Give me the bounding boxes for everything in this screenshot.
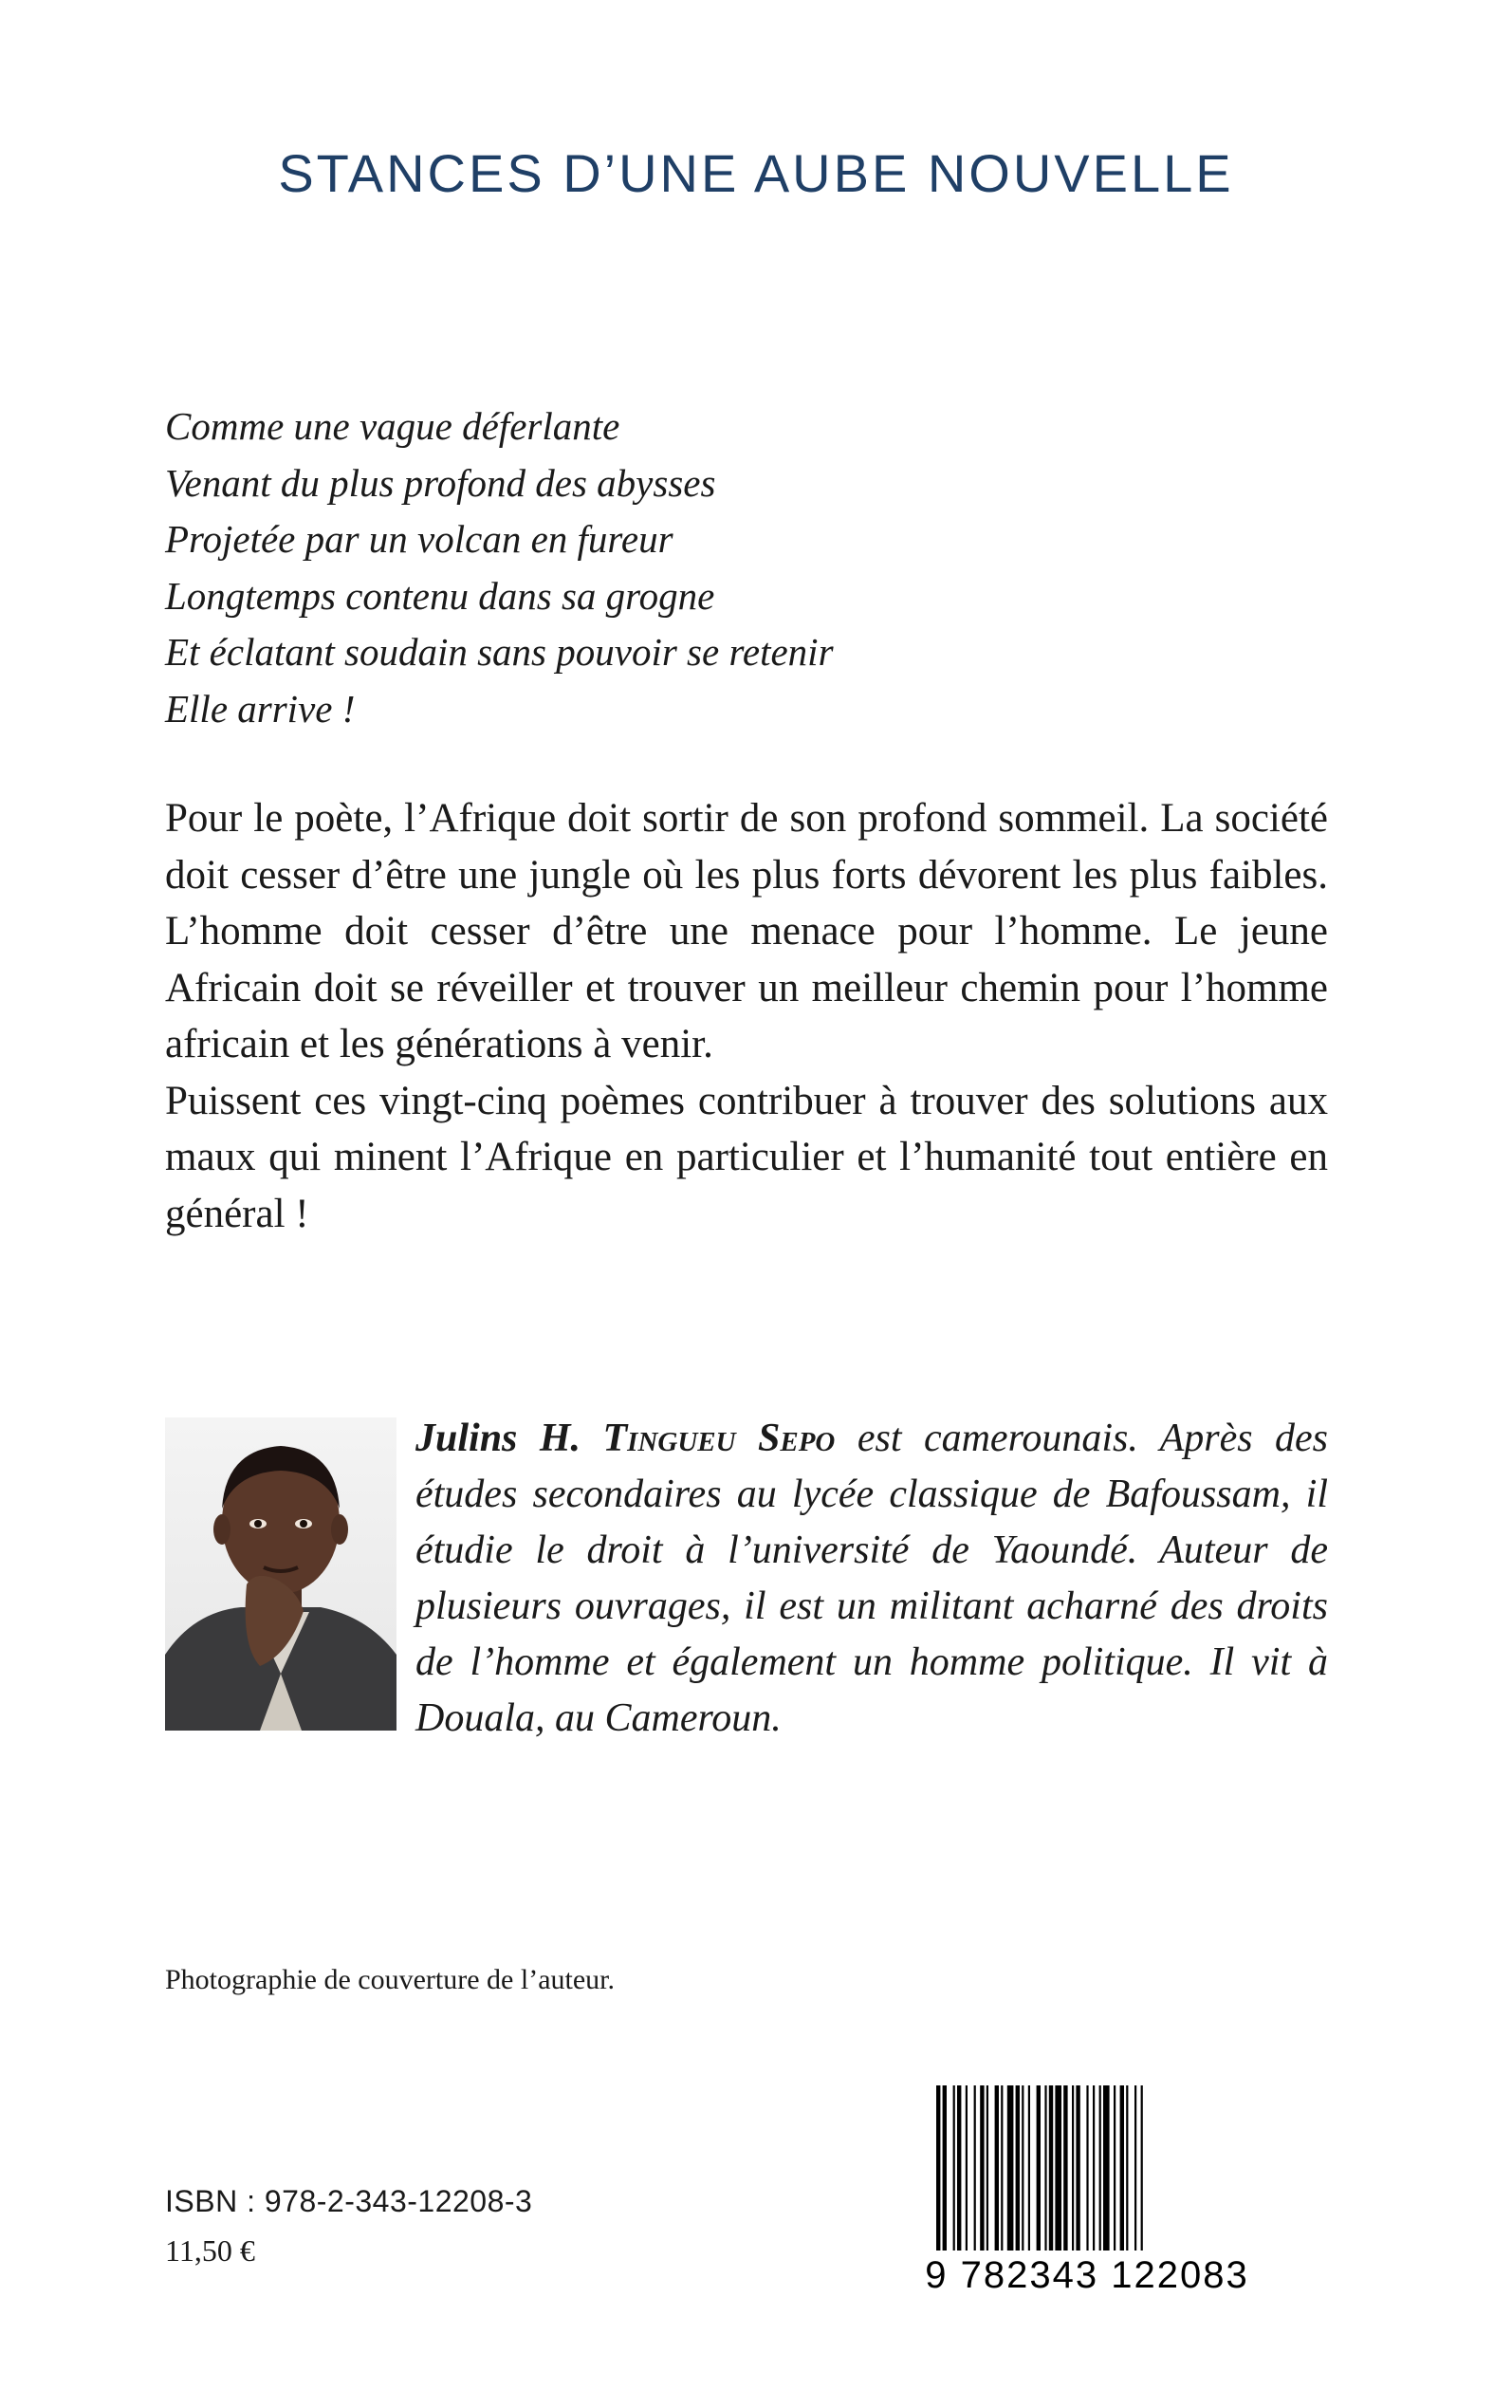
barcode-bar: [957, 2085, 961, 2251]
barcode-bar: [1055, 2085, 1061, 2251]
poem-line: Comme une vague déferlante: [165, 404, 620, 448]
barcode-bars: [923, 2085, 1251, 2251]
barcode-bar: [1028, 2085, 1030, 2251]
barcode-bar: [943, 2085, 947, 2251]
barcode-bar: [953, 2085, 955, 2251]
author-portrait-icon: [165, 1417, 396, 1731]
author-bio: [415, 1411, 1328, 1747]
barcode-bar: [1120, 2085, 1124, 2251]
barcode-bar: [1037, 2085, 1041, 2251]
barcode-bar: [1049, 2085, 1053, 2251]
author-bio-text: est camerounais. Après des études secondaires au lycée classique de Bafoussam, il étudie le droit à l’université de Yaoundé. Auteur de plusieurs ouvrages, il est un militant acharné des droits de l’homme et également un homme politique. Il vit à Douala, au Cameroun.: [415, 1417, 1328, 1740]
book-summary: [165, 790, 1328, 1242]
book-title: STANCES D’UNE AUBE NOUVELLE: [278, 143, 1234, 203]
barcode-bar: [1086, 2085, 1088, 2251]
poem-line: Projetée par un volcan en fureur: [165, 517, 673, 561]
barcode-bar: [1001, 2085, 1003, 2251]
barcode-bar: [1103, 2085, 1110, 2251]
author-photo: [165, 1417, 396, 1731]
barcode-bar: [980, 2085, 984, 2251]
summary-paragraph: Puissent ces vingt-cinq poèmes contribuer à trouver des solutions aux maux qui minent l’Afrique en particulier et l’humanité tout entière en général !: [165, 1078, 1328, 1236]
barcode-bar: [1134, 2085, 1136, 2251]
poem-line: Venant du plus profond des abysses: [165, 460, 716, 505]
barcode-bar: [966, 2085, 968, 2251]
barcode-bar: [1141, 2085, 1143, 2251]
isbn-text: ISBN : 978-2-343-12208-3: [165, 2184, 533, 2218]
barcode-bar: [1114, 2085, 1116, 2251]
poem-line: Longtemps contenu dans sa grogne: [165, 573, 715, 618]
poem-excerpt: [165, 398, 1351, 737]
barcode-bar: [1093, 2085, 1095, 2251]
barcode-bar: [1016, 2085, 1020, 2251]
barcode-bar: [1099, 2085, 1101, 2251]
barcode-bar: [995, 2085, 999, 2251]
barcode-bar: [1044, 2085, 1046, 2251]
barcode-bar: [936, 2085, 940, 2251]
poem-line: Elle arrive !: [165, 686, 356, 731]
photo-credit: Photographie de couverture de l’auteur.: [165, 1964, 615, 1995]
barcode-bar: [986, 2085, 988, 2251]
poem-line: Et éclatant soudain sans pouvoir se retenir: [165, 630, 834, 674]
barcode-bar: [974, 2085, 976, 2251]
author-last-name: Tingueu Sepo: [602, 1417, 836, 1460]
barcode-bar: [1126, 2085, 1128, 2251]
barcode-bar: [1022, 2085, 1023, 2251]
barcode-bar: [1076, 2085, 1079, 2251]
summary-paragraph: Pour le poète, l’Afrique doit sortir de son profond sommeil. La société doit cesser d’être une jungle où les plus forts dévorent les plus faibles. L’homme doit cesser d’être une menace pour l’homme. Le jeune Africain doit se réveiller et trouver un meilleur chemin pour l’homme africain et les générations à venir.: [165, 796, 1328, 1066]
author-first-name: Julins H.: [415, 1417, 581, 1460]
barcode-bar: [1063, 2085, 1067, 2251]
barcode-bar: [1007, 2085, 1014, 2251]
price-text: 11,50 €: [165, 2233, 255, 2268]
barcode: [923, 2068, 1251, 2302]
barcode-digits: 9 782343 122083: [925, 2254, 1249, 2296]
barcode-bar: [1072, 2085, 1074, 2251]
